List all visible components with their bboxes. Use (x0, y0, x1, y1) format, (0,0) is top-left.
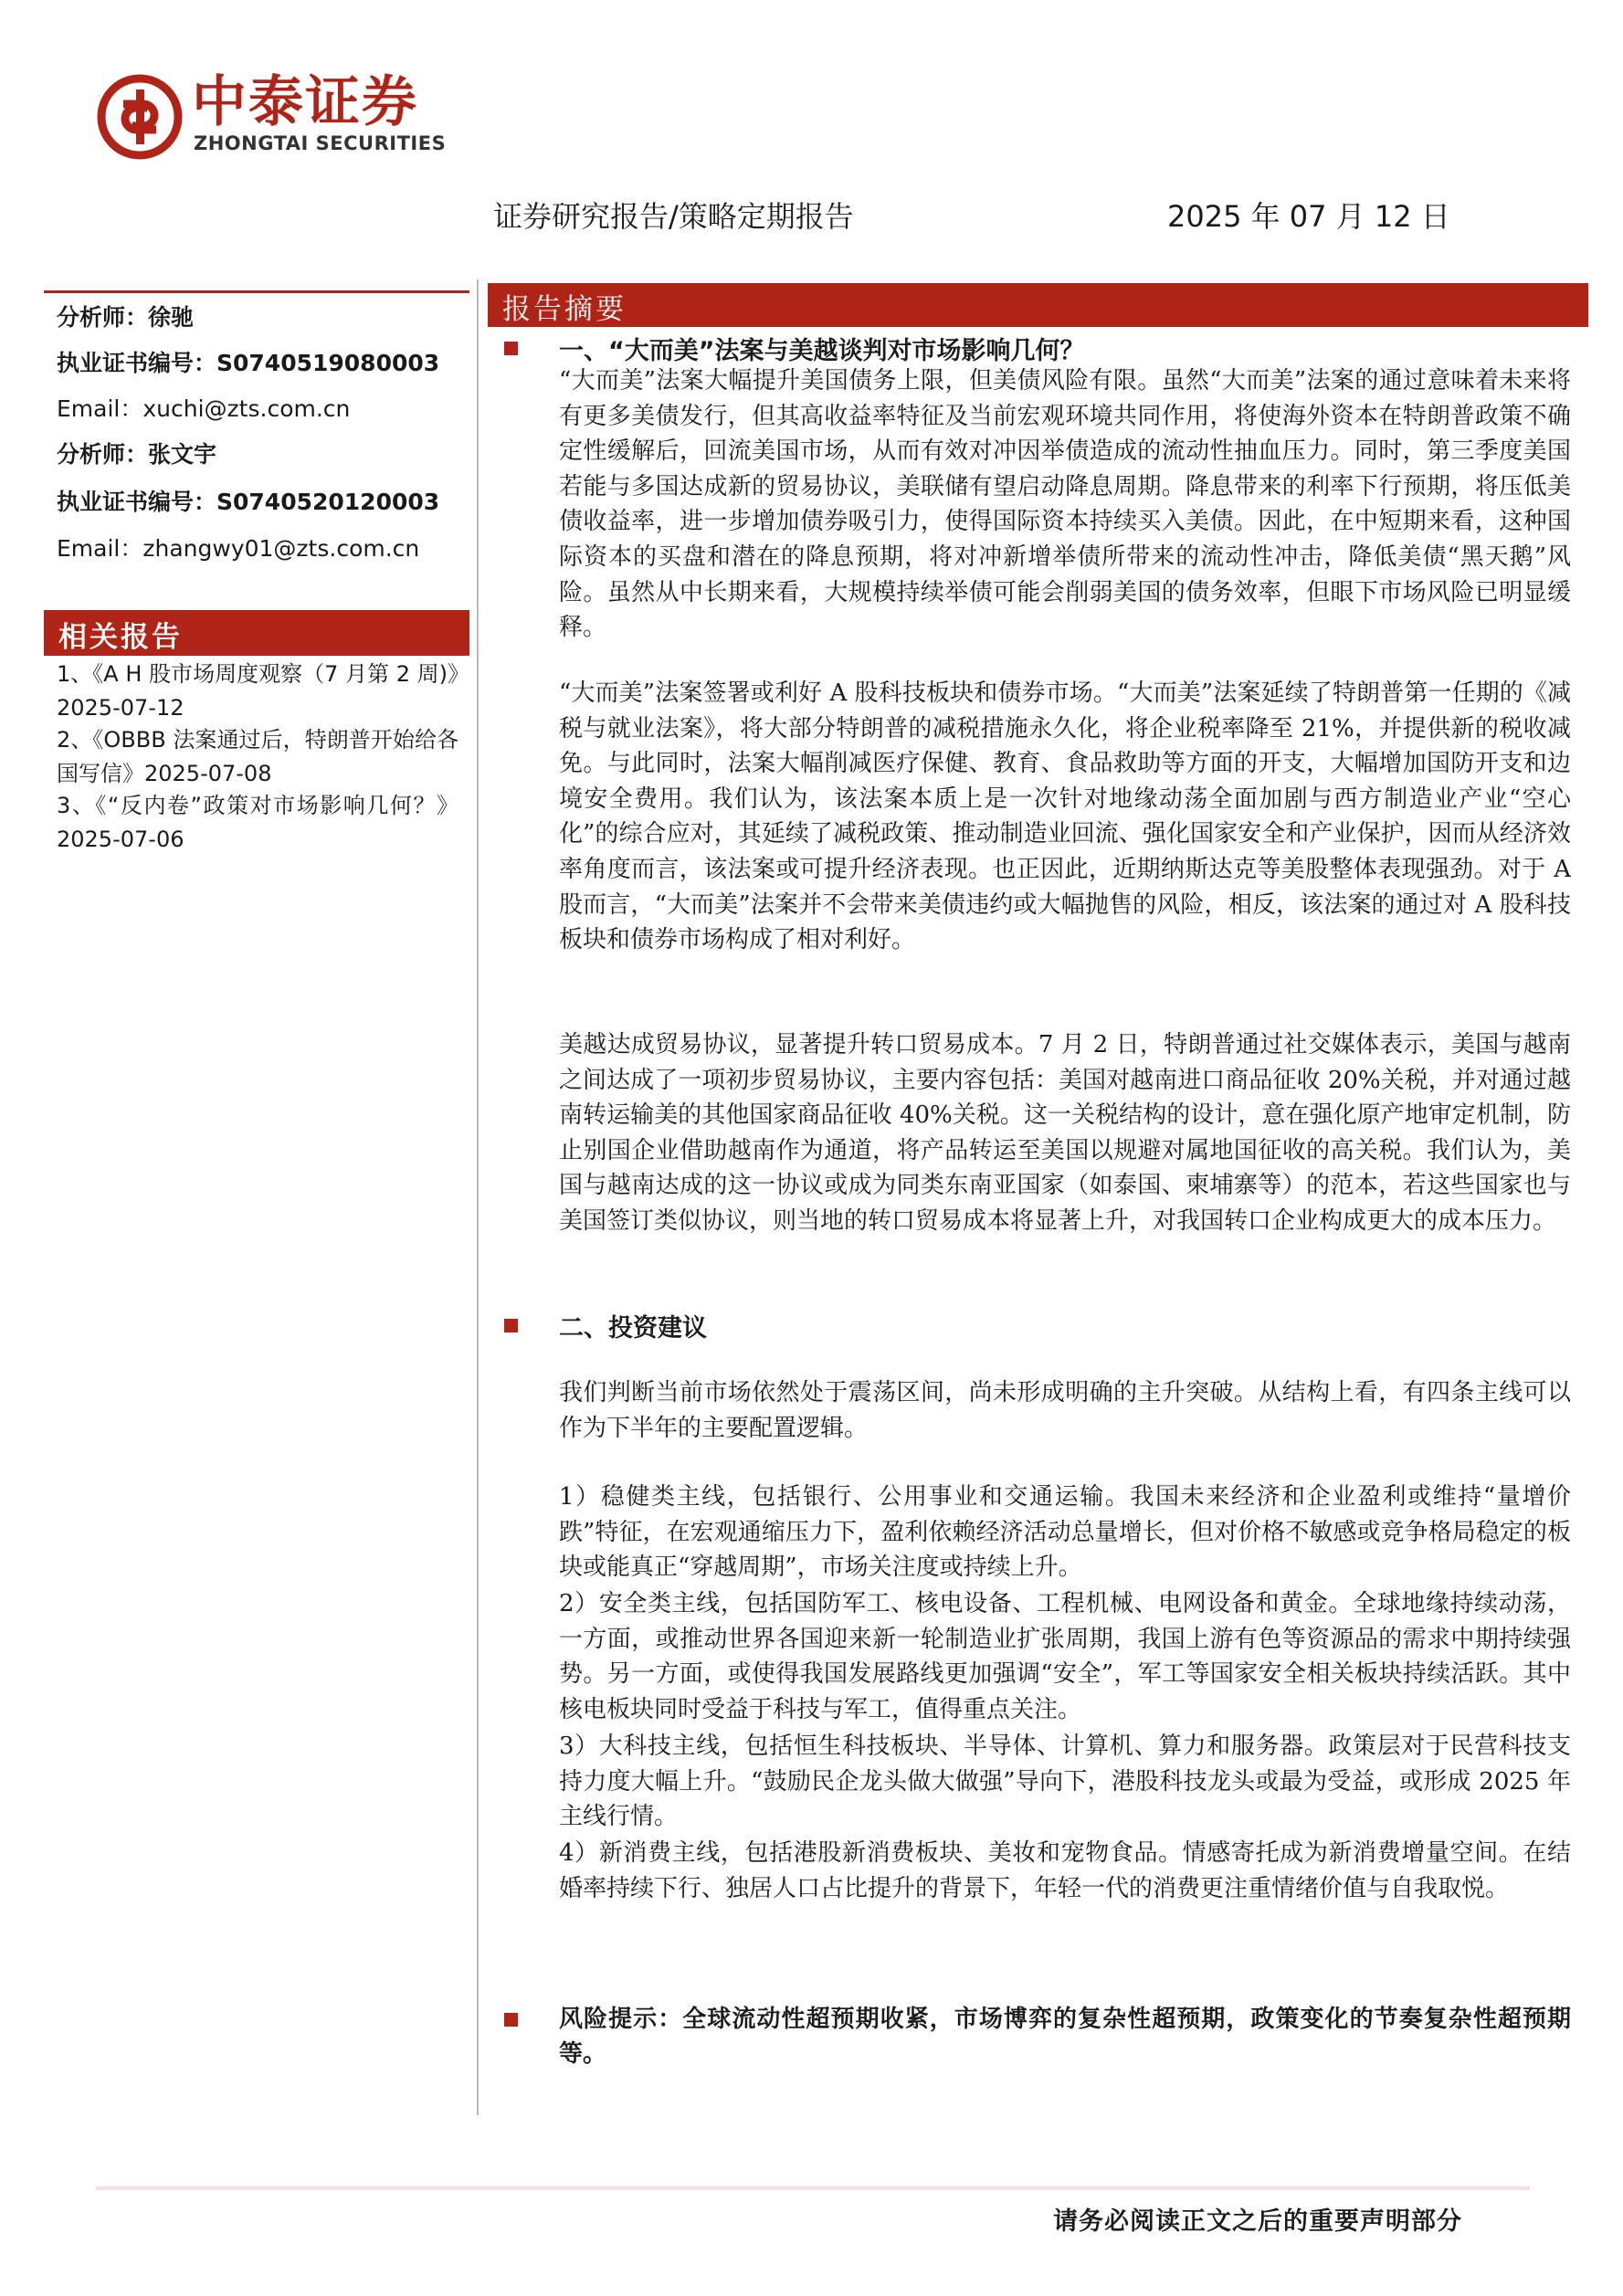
strategy-item: 1）稳健类主线，包括银行、公用事业和交通运输。我国未来经济和企业盈利或维持“量增价跌”特征，在宏观通缩压力下，盈利依赖经济活动总量增长，但对价格不敏感或竞争格局稳定的板块或能真正“穿越周期”，市场关注度或持续上升。 (559, 1483, 1571, 1582)
footer-divider (96, 2186, 1530, 2190)
section1-heading: 一、“大而美”法案与美越谈判对市场影响几何？ (559, 337, 1085, 365)
related-report-item[interactable]: 2、《OBBB 法案通过后，特朗普开始给各国写信》2025-07-08 (57, 727, 458, 786)
strategy-item: 3）大科技主线，包括恒生科技板块、半导体、计算机、算力和服务器。政策层对于民营科技支持力度大幅上升。“鼓励民企龙头做大做强”导向下，港股科技龙头或最为受益，或形成 2025 年主线行情。 (559, 1733, 1571, 1831)
section1-paragraph: “大而美”法案大幅提升美国债务上限，但美债风险有限。虽然“大而美”法案的通过意味着未来将有更多美债发行，但其高收益率特征及当前宏观环境共同作用，将使海外资本在特朗普政策不确定性缓解后，回流美国市场，从而有效对冲因举债造成的流动性抽血压力。同时，第三季度美国若能与多国达成新的贸易协议，美联储有望启动降息周期。降息带来的利率下行预期，将压低美债收益率，进一步增加债券吸引力，使得国际资本持续买入美债。因此，在中短期来看，这种国际资本的买盘和潜在的降息预期，将对冲新增举债所带来的流动性冲击，降低美债“黑天鹅”风险。虽然从中长期来看，大规模持续举债可能会削弱美国的债务效率，但眼下市场风险已明显缓释。 (559, 367, 1571, 642)
left-top-divider (44, 290, 469, 293)
related-report-item[interactable]: 3、《“反内卷”政策对市场影响几何？》2025-07-06 (57, 793, 458, 852)
analyst-1-email[interactable]: Email：xuchi@zts.com.cn (57, 395, 351, 422)
analyst-2-email[interactable]: Email：zhangwy01@zts.com.cn (57, 535, 420, 562)
section1-paragraph: 美越达成贸易协议，显著提升转口贸易成本。7 月 2 日，特朗普通过社交媒体表示，美国与越南之间达成了一项初步贸易协议，主要内容包括：美国对越南进口商品征收 20%关税，并对通过越南转运输美的其他国家商品征收 40%关税。这一关税结构的设计，意在强化原产地审定机制，防止别国企业借助越南作为通道，将产品转运至美国以规避对属地国征收的高关税。我们认为，美国与越南达成的这一协议或成为同类东南亚国家（如泰国、柬埔寨等）的范本，若这些国家也与美国签订类似协议，则当地的转口贸易成本将显著上升，对我国转口企业构成更大的成本压力。 (559, 1031, 1571, 1235)
analyst-1-name: 分析师：徐驰 (57, 304, 195, 331)
section1-paragraph: “大而美”法案签署或利好 A 股科技板块和债券市场。“大而美”法案延续了特朗普第一任期的《减税与就业法案》，将大部分特朗普的减税措施永久化，将企业税率降至 21%，并提供新的税收减免。与此同时，法案大幅削减医疗保健、教育、食品救助等方面的开支，大幅增加国防开支和边境安全费用。我们认为，该法案本质上是一次针对地缘动荡全面加剧与西方制造业产业“空心化”的综合应对，其延续了减税政策、推动制造业回流、强化国家安全和产业保护，因而从经济效率角度而言，该法案或可提升经济表现。也正因此，近期纳斯达克等美股整体表现强劲。对于 A 股而言，“大而美”法案并不会带来美债违约或大幅抛售的风险，相反，该法案的通过对 A 股科技板块和债券市场构成了相对利好。 (559, 679, 1571, 954)
footer-disclaimer-notice: 请务必阅读正文之后的重要声明部分 (1053, 2207, 1462, 2236)
analyst-1-cert: 执业证书编号：S0740519080003 (57, 350, 440, 376)
section2-intro: 我们判断当前市场依然处于震荡区间，尚未形成明确的主升突破。从结构上看，有四条主线可以作为下半年的主要配置逻辑。 (559, 1379, 1571, 1442)
strategy-item: 4）新消费主线，包括港股新消费板块、美妆和宠物食品。情感寄托成为新消费增量空间。在结婚率持续下行、独居人口占比提升的背景下，年轻一代的消费更注重情绪价值与自我取悦。 (559, 1839, 1571, 1902)
section2-heading: 二、投资建议 (559, 1314, 707, 1343)
brand-name: 中泰证券 (192, 70, 418, 134)
strategy-item: 2）安全类主线，包括国防军工、核电设备、工程机械、电网设备和黄金。全球地缘持续动荡，一方面，或推动世界各国迎来新一轮制造业扩张周期，我国上游有色等资源品的需求中期持续强势。另一方面，或使得我国发展路线更加强调“安全”，军工等国家安全相关板块持续活跃。其中核电板块同时受益于科技与军工，值得重点关注。 (559, 1590, 1571, 1723)
summary-title: 报告摘要 (502, 293, 627, 326)
risk-warning: 风险提示：全球流动性超预期收紧，市场博弈的复杂性超预期，政策变化的节奏复杂性超预期等。 (559, 2006, 1571, 2068)
square-bullet-icon (504, 2013, 518, 2027)
column-divider (477, 279, 479, 2115)
zhongtai-logo-icon (96, 73, 184, 161)
report-date: 2025 年 07 月 12 日 (1167, 199, 1450, 234)
related-reports-title: 相关报告 (58, 621, 183, 654)
document-type: 证券研究报告/策略定期报告 (493, 199, 854, 234)
square-bullet-icon (504, 1319, 518, 1332)
analyst-2-name: 分析师：张文宇 (57, 441, 217, 468)
square-bullet-icon (504, 342, 518, 355)
analyst-2-cert: 执业证书编号：S0740520120003 (57, 489, 440, 515)
related-report-item[interactable]: 1、《A H 股市场周度观察（7 月第 2 周)》2025-07-12 (57, 661, 458, 721)
summary-header (488, 283, 1588, 327)
brand-english-name: ZHONGTAI SECURITIES (194, 132, 447, 154)
